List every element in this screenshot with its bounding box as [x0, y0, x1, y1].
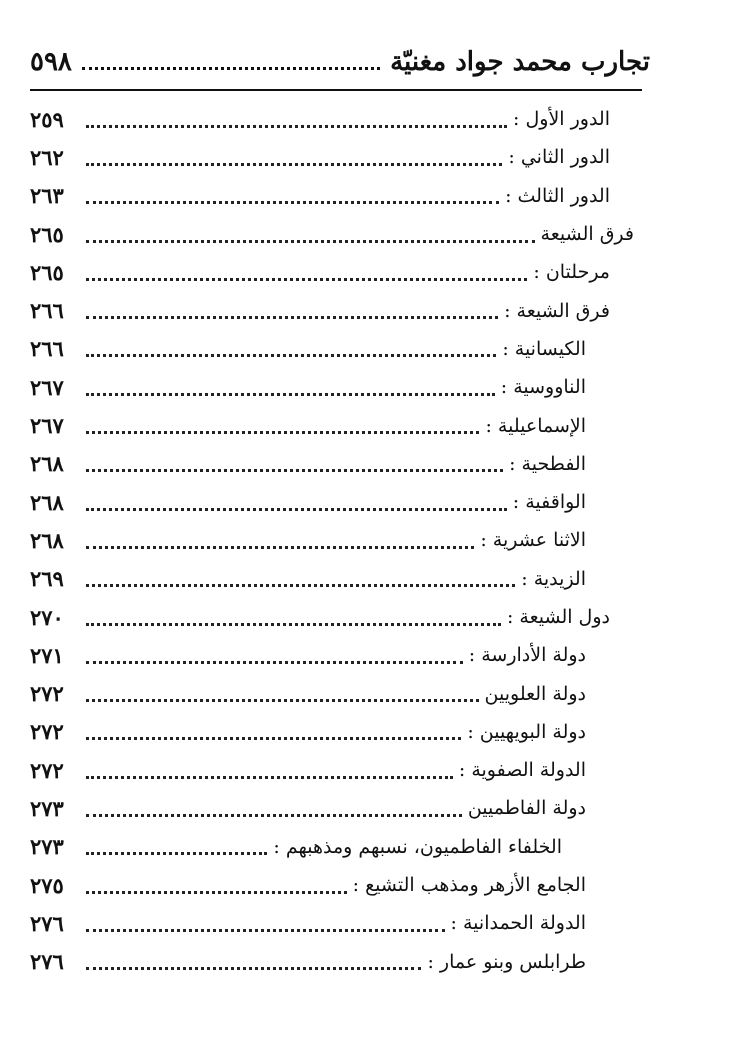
toc-entry-page-number: ٢٦٥	[30, 221, 64, 247]
toc-entry-page-number: ٢٦٨	[30, 489, 64, 515]
toc-entry-label: دولة الأدارسة :	[468, 644, 586, 667]
dot-leader	[86, 125, 507, 128]
toc-entry	[30, 789, 642, 827]
dot-leader	[86, 584, 515, 587]
toc-entry	[30, 445, 642, 483]
toc-entry	[30, 215, 642, 253]
toc-entry-label: الفطحية :	[509, 452, 586, 475]
toc-entry-label: الخلفاء الفاطميون، نسبهم ومذهبهم :	[273, 835, 562, 858]
toc-entry-page-number: ٢٦٩	[30, 566, 64, 592]
toc-entry-label: الزيدية :	[521, 567, 586, 590]
header-rule	[30, 89, 642, 91]
dot-leader	[86, 852, 267, 855]
toc-entry-label: الدولة الحمدانية :	[450, 912, 586, 935]
toc-entry-label: الواقفية :	[512, 491, 586, 514]
toc-entry-page-number: ٢٧٢	[30, 757, 64, 783]
toc-entry-label: الدور الثالث :	[505, 184, 610, 207]
dot-leader	[86, 623, 501, 626]
toc-entry-label: الدور الثاني :	[508, 146, 610, 169]
dot-leader	[86, 469, 503, 472]
toc-entry	[30, 253, 642, 291]
dot-leader	[86, 393, 495, 396]
toc-entry-page-number: ٢٧٠	[30, 604, 64, 630]
toc-entry-page-number: ٢٧٦	[30, 910, 64, 936]
toc-entry-page-number: ٢٦٦	[30, 336, 64, 362]
dot-leader	[86, 891, 347, 894]
toc-entry-label: الكيسانية :	[502, 337, 586, 360]
toc-entry	[30, 828, 642, 866]
toc-entry	[30, 560, 642, 598]
toc-entry-label: الاثنا عشرية :	[480, 529, 586, 552]
toc-entry-label: الدولة الصفوية :	[458, 759, 586, 782]
dot-leader	[86, 967, 421, 970]
dot-leader	[86, 240, 535, 243]
toc-entry-page-number: ٢٥٩	[30, 106, 64, 132]
toc-entry-label: الناووسية :	[500, 376, 586, 399]
running-header	[30, 42, 650, 82]
dot-leader	[86, 354, 496, 357]
dot-leader	[86, 201, 499, 204]
toc-entry-page-number: ٢٧٦	[30, 949, 64, 975]
dot-leader	[86, 929, 445, 932]
toc-entry-label: الإسماعيلية :	[485, 414, 586, 437]
toc-entry-page-number: ٢٧١	[30, 642, 64, 668]
toc-entry	[30, 751, 642, 789]
toc-entry	[30, 866, 642, 904]
toc-entry-label: دولة الفاطميين	[467, 797, 586, 820]
dot-leader	[86, 163, 502, 166]
dot-leader	[86, 661, 463, 664]
dot-leader	[86, 316, 498, 319]
toc-entry-page-number: ٢٦٣	[30, 183, 64, 209]
toc-entry-page-number: ٢٧٢	[30, 719, 64, 745]
table-of-contents	[30, 100, 642, 981]
toc-entry	[30, 177, 642, 215]
toc-entry	[30, 904, 642, 942]
dot-leader	[86, 278, 527, 281]
page-number: ٥٩٨	[30, 47, 72, 77]
dot-leader	[86, 508, 507, 511]
toc-entry-label: دول الشيعة :	[506, 606, 610, 628]
toc-entry-label: دولة العلويين	[484, 682, 586, 705]
toc-entry	[30, 368, 642, 406]
toc-entry	[30, 674, 642, 712]
toc-entry	[30, 138, 642, 176]
toc-entry-page-number: ٢٦٦	[30, 298, 64, 324]
toc-entry-page-number: ٢٧٣	[30, 795, 64, 821]
toc-entry	[30, 483, 642, 521]
toc-entry	[30, 100, 642, 138]
toc-entry	[30, 713, 642, 751]
toc-entry-page-number: ٢٧٢	[30, 681, 64, 707]
dot-leader	[86, 431, 479, 434]
toc-entry-page-number: ٢٦٧	[30, 413, 64, 439]
toc-entry	[30, 291, 642, 329]
toc-entry-page-number: ٢٦٨	[30, 527, 64, 553]
toc-entry-page-number: ٢٦٧	[30, 374, 64, 400]
dot-leader	[86, 814, 462, 817]
toc-entry-label: فرق الشيعة :	[504, 299, 610, 322]
dot-leader	[86, 737, 461, 740]
toc-entry	[30, 406, 642, 444]
toc-entry	[30, 636, 642, 674]
dot-leader	[86, 776, 453, 779]
toc-entry-label: فرق الشيعة	[540, 223, 634, 246]
toc-entry-label: الدور الأول :	[513, 108, 610, 131]
toc-entry-label: دولة البويهيين :	[467, 720, 586, 743]
toc-entry-label: الجامع الأزهر ومذهب التشيع :	[352, 874, 586, 897]
toc-entry-page-number: ٢٧٣	[30, 834, 64, 860]
toc-entry-page-number: ٢٧٥	[30, 872, 64, 898]
toc-entry-page-number: ٢٦٥	[30, 259, 64, 285]
book-title: تجارب محمد جواد مغنيّة	[390, 47, 650, 77]
toc-entry	[30, 598, 642, 636]
toc-entry-label: مرحلتان :	[533, 261, 610, 284]
header-dot-leader	[82, 67, 380, 70]
dot-leader	[86, 699, 479, 702]
toc-entry-page-number: ٢٦٢	[30, 144, 64, 170]
dot-leader	[86, 546, 474, 549]
toc-entry	[30, 330, 642, 368]
toc-entry	[30, 943, 642, 981]
toc-entry-page-number: ٢٦٨	[30, 451, 64, 477]
toc-entry-label: طرابلس وبنو عمار :	[427, 950, 586, 973]
toc-entry	[30, 521, 642, 559]
